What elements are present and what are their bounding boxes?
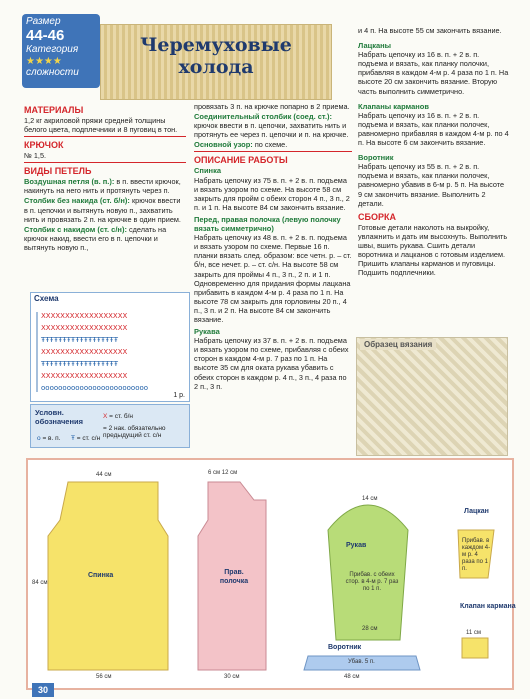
schema-diagram (31, 304, 189, 400)
front-heading: Перед, правая полочка (левую полочку вязать симметрично) (194, 214, 341, 234)
collar-heading: Воротник (358, 153, 394, 163)
title-line-2: холода (178, 56, 254, 78)
loop2-heading: Столбик без накида (ст. б/н): (24, 196, 130, 206)
front-top-width: 6 см 12 см (208, 470, 238, 476)
svg-text:ooooooooooooooooooooooooo: ooooooooooooooooooooooooo (41, 384, 149, 392)
knit-sample-photo (356, 337, 508, 456)
svg-text:XXXXXXXXXXXXXXXXXX: XXXXXXXXXXXXXXXXXX (41, 312, 128, 320)
svg-text:XXXXXXXXXXXXXXXXXX: XXXXXXXXXXXXXXXXXX (41, 372, 128, 380)
title-line-1: Черемуховые (140, 34, 292, 56)
assembly-heading: СБОРКА (358, 211, 396, 222)
loop1-text: в п. ввести крючок, накинуть на него нить и протянуть через п. (24, 177, 181, 196)
sleeve-bottom-width: 28 см (362, 626, 378, 632)
sleeve-heading: Рукава (194, 327, 220, 337)
materials-heading: МАТЕРИАЛЫ (24, 105, 84, 115)
sleeve-note: Прибав. с обеих стор. в 4-м р. 7 раз по 1 п. (345, 572, 399, 592)
svg-text:XXXXXXXXXXXXXXXXXX: XXXXXXXXXXXXXXXXXX (41, 324, 128, 332)
collar-text: Набрать цепочку из 55 в. п. + 2 в. п. подъема и вязать, как планки полочек, равномерно убавив в 6-м р. 5 п. На высоте 9 см закончить вязание. Выполнить 2 детали. (358, 162, 505, 208)
page-number: 30 (32, 683, 54, 697)
hook-heading: КРЮЧОК (24, 140, 64, 151)
loop2-text: крючок ввести в п. цепочки и вытянуть новую п., захватить нить и провязать 2 п. на крючке в один прием. (24, 196, 181, 224)
back-top-width: 44 см (96, 472, 112, 478)
front-text: Набрать цепочку из 48 в. п. + 2 в. п. подъема и вязать узором по схеме. Первые 16 п. планки вязать след. образом: все четн. р. – ст. б/н, все нечет. р. – ст. с/н. На высоте 58 см закрыть для проймы 4 п., 3 п., 2 п. и 1 п. Одновременно для придания формы лацкана прибавить в каждом 4-м р. 4 раза по 1 п. На высоте 78 см закрыть для горловины 20 п., 4 п., 3 п. и 2 п. На высоте 84 см закончить вязание. (194, 233, 352, 324)
size-value: 44-46 (26, 27, 65, 44)
size-box (22, 14, 100, 88)
legend-title: Условн. обозначения (35, 408, 83, 426)
size-label: Размер (26, 16, 61, 27)
col2-cont: провязать 3 п. на крючке попарно в 2 приема. (194, 102, 350, 111)
lapels-heading: Лацканы (358, 41, 392, 51)
flap-width: 11 см (466, 630, 482, 636)
main-text: по схеме. (254, 140, 288, 150)
join-heading: Соединительный столбик (соед. ст.): (194, 112, 333, 122)
schema-title: Схема (34, 294, 59, 303)
join-text: крючок ввести в п. цепочки, захватить нить и протянуть ее через п. цепочки и п. на крючке. (194, 121, 349, 140)
back-bottom-width: 56 см (96, 674, 112, 680)
category-label: Категория (26, 44, 79, 55)
collar-label: Воротник (328, 644, 362, 651)
column-2 (194, 102, 352, 392)
lapel-note: Прибав. в каждом 4-м р. 4 раза по 1 п. (462, 538, 491, 572)
back-label: Спинка (88, 572, 114, 579)
crochet-schema (30, 292, 190, 402)
svg-text:XXXXXXXXXXXXXXXXXX: XXXXXXXXXXXXXXXXXX (41, 348, 128, 356)
front-label: Прав. полочка (219, 569, 249, 585)
photo-title: Образец вязания (360, 339, 436, 350)
loop1-heading: Воздушная петля (в. п.): (24, 177, 115, 187)
flaps-text: Набрать цепочку из 16 в. п. + 2 в. п. подъема и вязать, как планки полочек, равномерно прибавляя в каждом 4-м р. по 4 п. На высоте 6 см закончить вязание. (358, 110, 509, 148)
front-bottom-width: 30 см (224, 674, 240, 680)
hook-text: № 1,5. (24, 151, 47, 161)
assembly-text: Готовые детали наколоть на выкройку, увлажнить и дать им высохнуть. Выполнить швы, вшить рукава. Сшить детали воротника и лацканов с готовым изделием. Пришить клапаны карманов и пуговицы. Подшить подплечники. (358, 222, 508, 278)
svg-text:ŦŦŦŦŦŦŦŦŦŦŦŦŦŦŦŦŦŦ: ŦŦŦŦŦŦŦŦŦŦŦŦŦŦŦŦŦŦ (41, 336, 118, 344)
title-banner (100, 24, 332, 100)
flap-label: Клапан кармана (460, 603, 516, 610)
main-heading: Основной узор: (194, 140, 253, 150)
legend (30, 404, 190, 448)
flaps-heading: Клапаны карманов (358, 101, 429, 111)
back-height: 84 см (32, 580, 48, 586)
loop3-heading: Столбик с накидом (ст. с/н): (24, 224, 127, 234)
back-text: Набрать цепочку из 75 в. п. + 2 в. п. подъема и вязать узором по схеме. На высоте 58 см закрыть для пройм с обеих сторон 4 п., 3 п., 2 п. и 1 п. На высоте 84 см закончить вязание. (194, 175, 350, 212)
back-heading: Спинка (194, 166, 222, 176)
pattern-area (26, 458, 514, 690)
page-title (100, 34, 332, 78)
work-heading: ОПИСАНИЕ РАБОТЫ (194, 155, 288, 166)
difficulty-stars-icon: ★★★★ (26, 56, 62, 67)
column-3 (358, 26, 510, 278)
legend-dc: Ŧ = ст. с/н (71, 435, 101, 442)
lapel-label: Лацкан (464, 508, 489, 515)
svg-text:ŦŦŦŦŦŦŦŦŦŦŦŦŦŦŦŦŦŦ: ŦŦŦŦŦŦŦŦŦŦŦŦŦŦŦŦŦŦ (41, 360, 118, 368)
sleeve-top-width: 14 см (362, 496, 378, 502)
legend-chain: o = в. п. (37, 435, 61, 442)
legend-sc: X = ст. б/н (103, 413, 133, 420)
collar-width: 48 см (344, 674, 360, 680)
column-1 (24, 102, 186, 253)
collar-note: Убав. 5 п. (348, 659, 375, 665)
legend-double: = 2 нак. обязательно предыдущий ст. с/н (103, 425, 166, 439)
loops-heading: ВИДЫ ПЕТЕЛЬ (24, 166, 92, 177)
lapels-text: Набрать цепочку из 16 в. п. + 2 в. п. подъема и вязать, как планку полочки, прибавляя в каждом 4-м р. 4 раза по 1 п. На высоте 20 см закончить вязание. Вторую часть выполнить симметрично. (358, 50, 509, 96)
col3-cont: и 4 п. На высоте 55 см закончить вязание. (358, 26, 502, 35)
loop3-text: сделать на крючок накид, ввести его в п. цепочки и вытянуть новую п., (24, 224, 167, 252)
difficulty-label: сложности (26, 67, 79, 78)
schema-row-label: 1 р. (173, 392, 185, 399)
sleeve-text: Набрать цепочку из 37 в. п. + 2 в. п. подъема и вязать узором по схеме, прибавляя с обеих сторон в каждом 4-м р. 7 раз по 1 п. На высоте 35 см для оката рукава убавить с обеих сторон в каждом р. 4 п., 3 п., 4 раза по 2 п., 3 п. (194, 336, 349, 391)
materials-text: 1,2 кг акриловой пряжи средней толщины белого цвета, подплечники и 8 пуговиц в тон. (24, 116, 178, 135)
sleeve-label: Рукав (346, 542, 367, 549)
